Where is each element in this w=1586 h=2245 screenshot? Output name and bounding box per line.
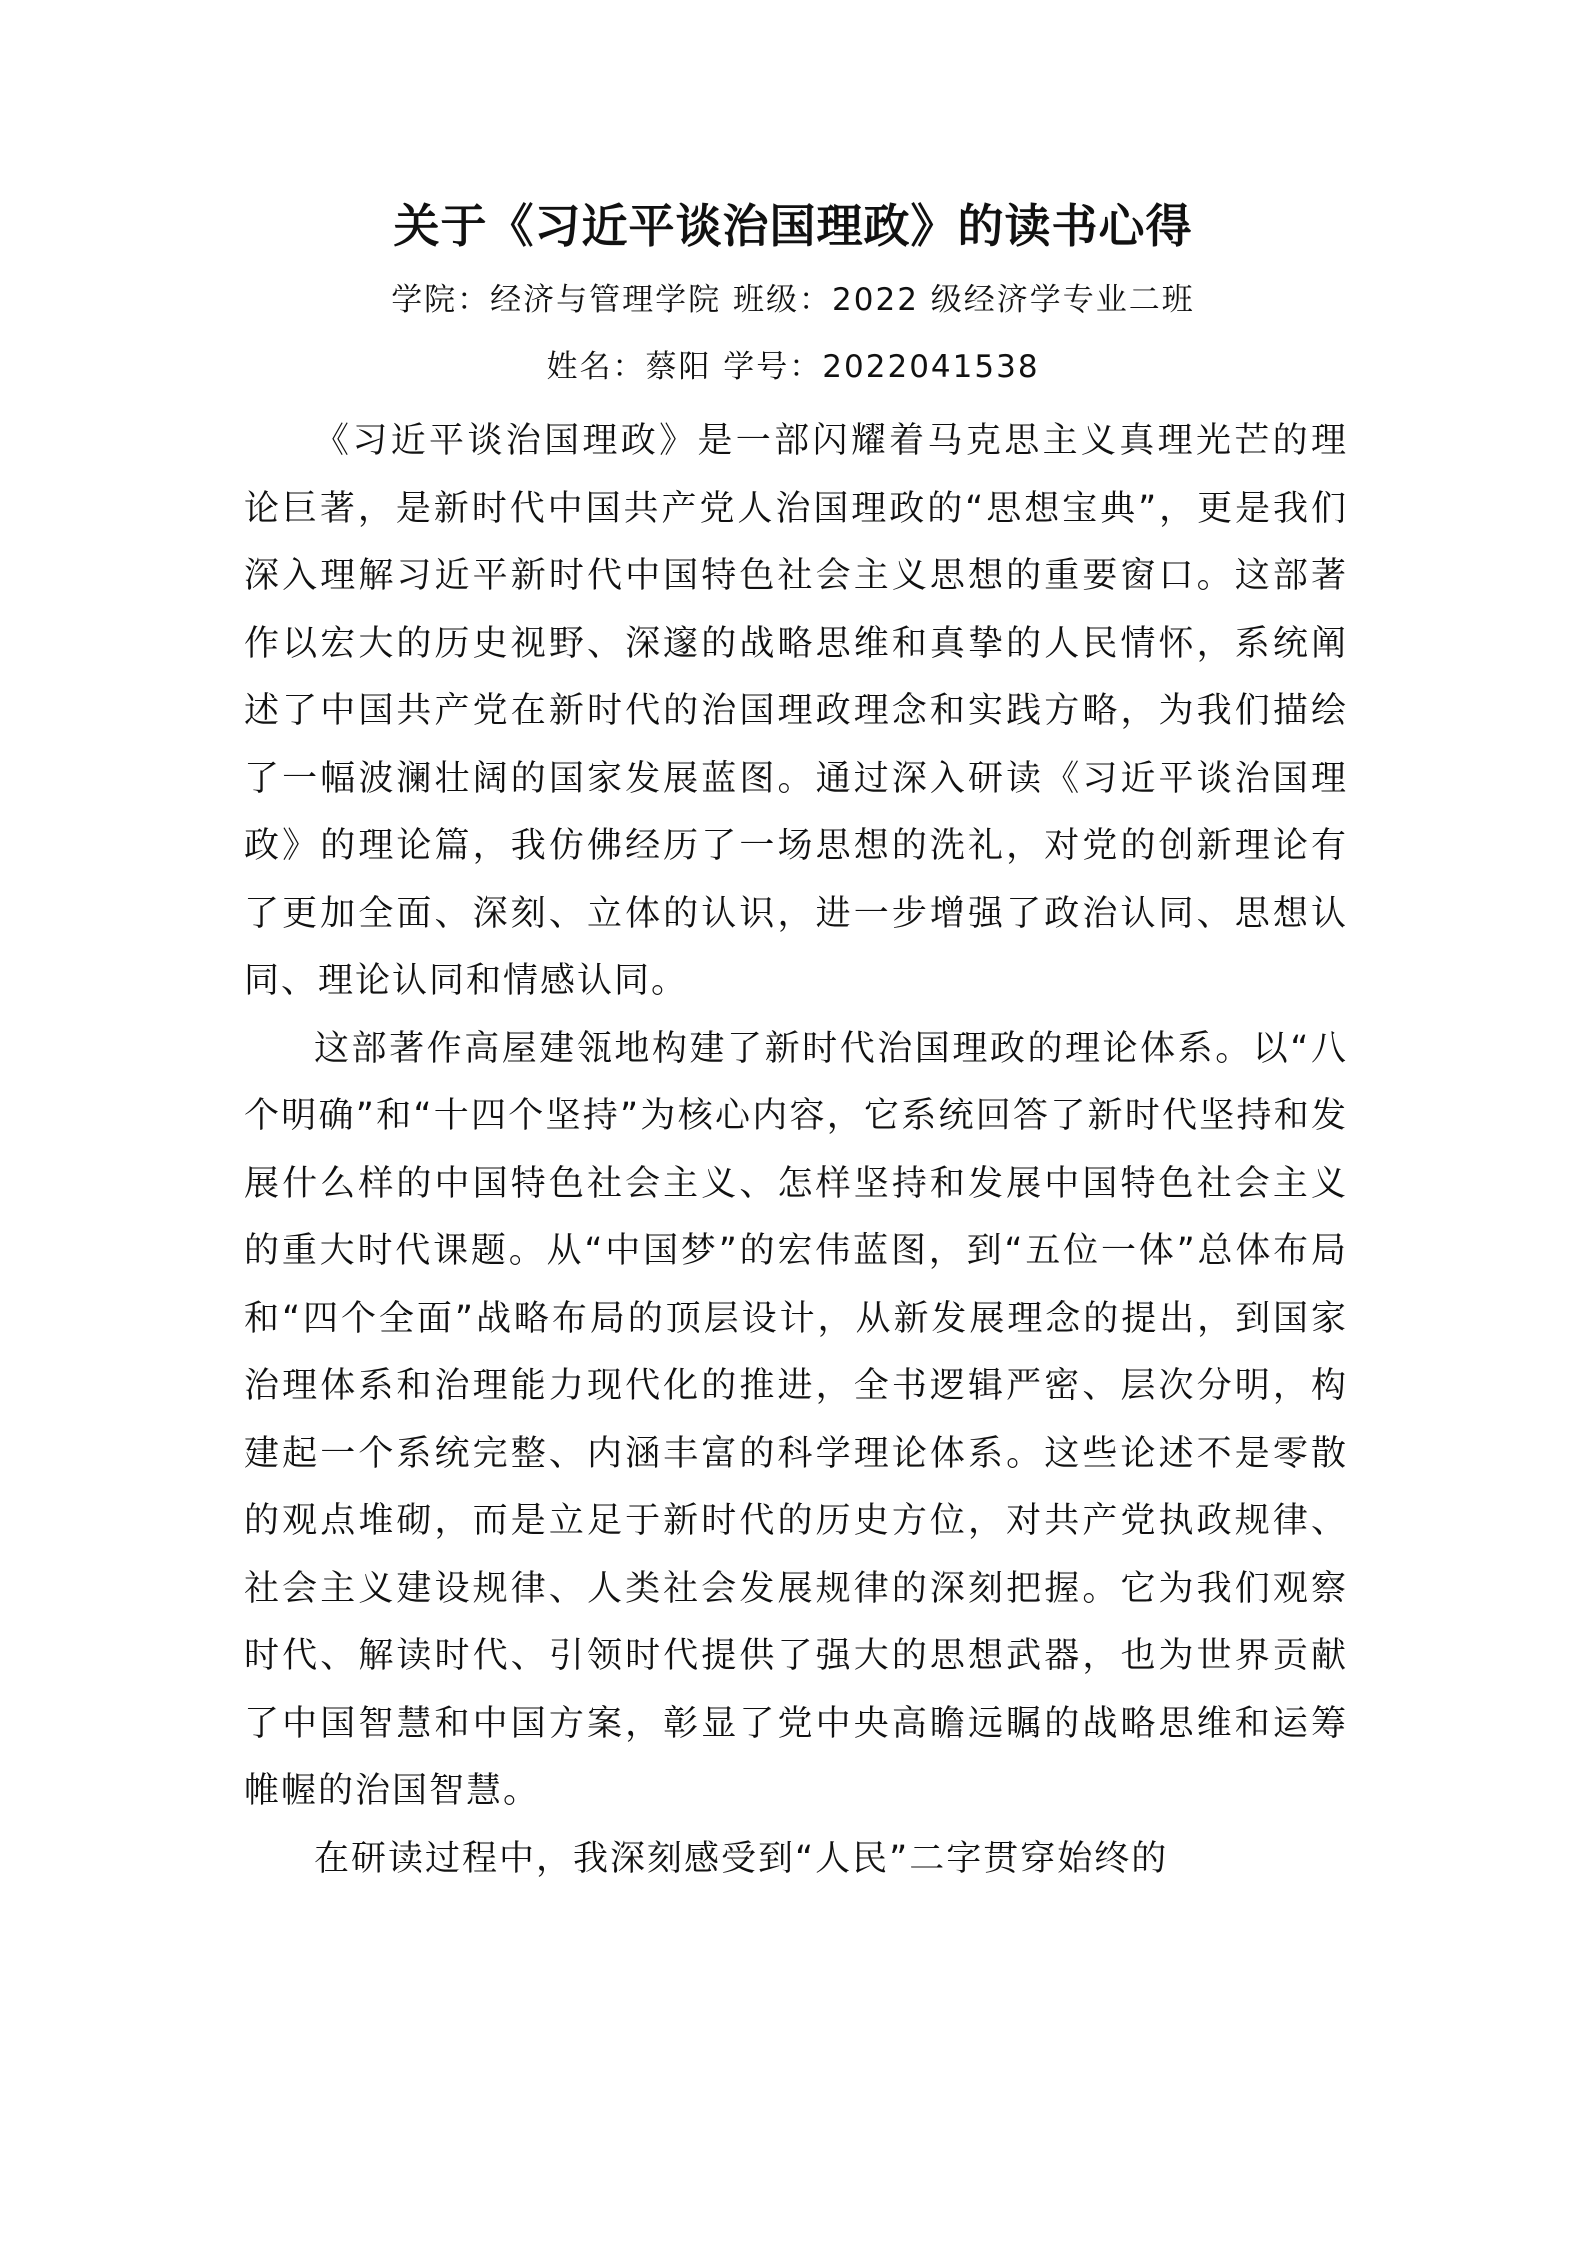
- name-id-line: 姓名：蔡阳 学号：2022041538: [546, 349, 1040, 385]
- paragraph: 这部著作高屋建瓴地构建了新时代治国理政的理论体系。以“八个明确”和“十四个坚持”为核心内容，它系统回答了新时代坚持和发展什么样的中国特色社会主义、怎样坚持和发展中国特色社会主义的重大时代课题。从“中国梦”的宏伟蓝图，到“五位一体”总体布局和“四个全面”战略布局的顶层设计，从新发展理念的提出，到国家治理体系和治理能力现代化的推进，全书逻辑严密、层次分明，构建起一个系统完整、内涵丰富的科学理论体系。这些论述不是零散的观点堆砌，而是立足于新时代的历史方位，对共产党执政规律、社会主义建设规律、人类社会发展规律的深刻把握。它为我们观察时代、解读时代、引领时代提供了强大的思想武器，也为世界贡献了中国智慧和中国方案，彰显了党中央高瞻远瞩的战略思维和运筹帷幄的治国智慧。: [244, 1028, 1348, 1811]
- document-title: 关于《习近平谈治国理政》的读书心得: [393, 199, 1193, 253]
- document-body: [244, 408, 1348, 1893]
- paragraph: 在研读过程中，我深刻感受到“人民”二字贯穿始终的: [314, 1838, 1169, 1879]
- paragraph: 《习近平谈治国理政》是一部闪耀着马克思主义真理光芒的理论巨著，是新时代中国共产党人治国理政的“思想宝典”，更是我们深入理解习近平新时代中国特色社会主义思想的重要窗口。这部著作以宏大的历史视野、深邃的战略思维和真挚的人民情怀，系统阐述了中国共产党在新时代的治国理政理念和实践方略，为我们描绘了一幅波澜壮阔的国家发展蓝图。通过深入研读《习近平谈治国理政》的理论篇，我仿佛经历了一场思想的洗礼，对党的创新理论有了更加全面、深刻、立体的认识，进一步增强了政治认同、思想认同、理论认同和情感认同。: [244, 421, 1348, 1001]
- college-class-line: 学院：经济与管理学院 班级：2022 级经济学专业二班: [391, 282, 1195, 318]
